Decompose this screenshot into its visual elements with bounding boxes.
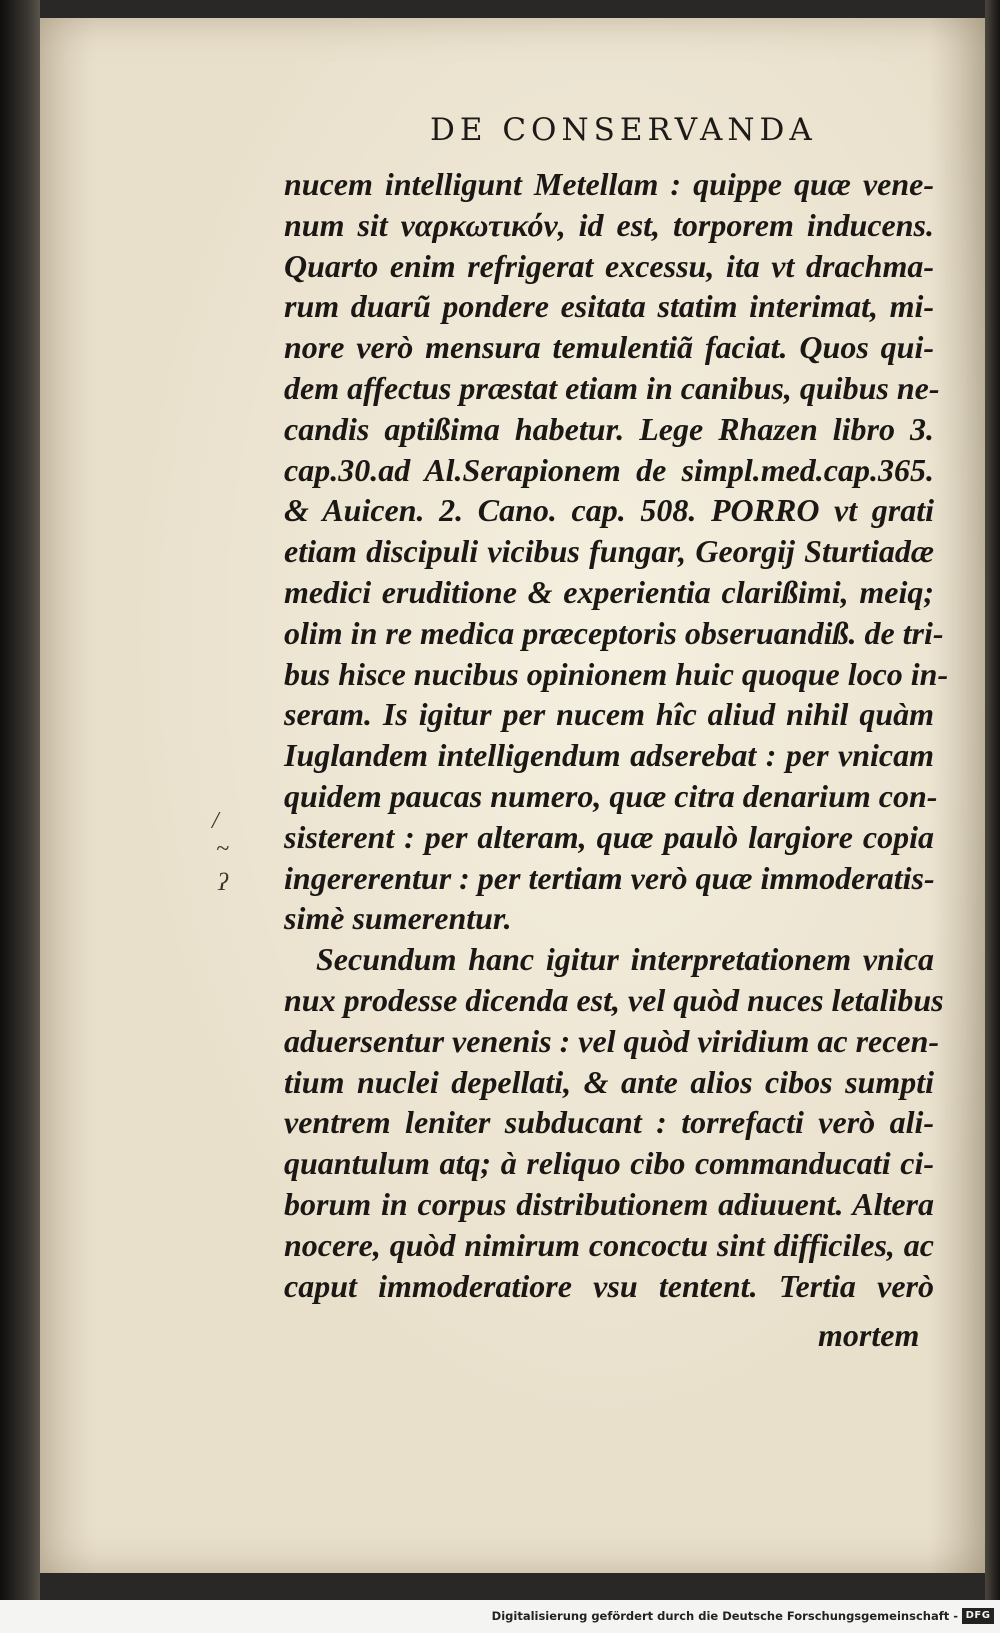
margin-mark: / [212, 808, 219, 834]
footer-credit: Digitalisierung gefördert durch die Deutsche Forschungsgemeinschaft - [491, 1609, 958, 1623]
text-line: dem affectus præstat etiam in canibus, quibus ne- [284, 369, 940, 406]
text-line: rum duarũ pondere esitata statim interimat, mi- [284, 288, 934, 325]
text-line: olim in re medica præceptoris obseruandiß. de tri- [284, 614, 944, 651]
book-binding-edge [0, 0, 40, 1600]
running-title: DE CONSERVANDA [430, 112, 817, 148]
text-line: etiam discipuli vicibus fungar, Georgij Sturtiadæ [284, 533, 934, 570]
text-line: caput immoderatiore vsu tentent. Tertia verò [284, 1267, 934, 1304]
text-line: nocere, quòd nimirum concoctu sint difficiles, ac [284, 1226, 934, 1263]
text-line: num sit ναρκωτικόν, id est, torporem inducens. [284, 206, 934, 243]
dfg-logo: DFG [962, 1608, 994, 1624]
text-line: cap.30.ad Al.Serapionem de simpl.med.cap.365. [284, 451, 934, 488]
text-line: ventrem leniter subducant : torrefacti verò ali- [284, 1104, 934, 1141]
text-line: Secundum hanc igitur interpretationem vnica [316, 941, 934, 978]
text-line: aduersentur venenis : vel quòd viridium ac recen- [284, 1022, 940, 1059]
text-line: nore verò mensura temulentiã faciat. Quos qui- [284, 329, 934, 366]
text-line: simè sumerentur. [284, 900, 512, 937]
text-line: tium nuclei depellati, & ante alios cibos sumpti [284, 1063, 934, 1100]
digitization-footer [0, 1600, 1000, 1633]
text-line: candis aptißima habetur. Lege Rhazen libro 3. [284, 410, 934, 447]
text-line: nucem intelligunt Metellam : quippe quæ vene- [284, 166, 934, 202]
text-line: ingererentur : per tertiam verò quæ immoderatis- [284, 859, 935, 896]
text-line: borum in corpus distributionem adiuuent. Altera [284, 1185, 934, 1222]
text-line: Quarto enim refrigerat excessu, ita vt drachma- [284, 247, 934, 284]
text-line: quantulum atq; à reliquo cibo commanducati ci- [284, 1145, 934, 1182]
catchword: mortem [818, 1317, 920, 1353]
text-line: bus hisce nucibus opinionem huic quoque loco in- [284, 655, 949, 692]
text-line: Iuglandem intelligendum adserebat : per vnicam [284, 737, 934, 774]
text-line: sisterent : per alteram, quæ paulò largiore copia [284, 818, 934, 855]
text-line: seram. Is igitur per nucem hîc aliud nihil quàm [284, 696, 934, 733]
text-line: & Auicen. 2. Cano. cap. 508. PORRO vt grati [284, 492, 934, 529]
text-line: nux prodesse dicenda est, vel quòd nuces letalibus [284, 981, 944, 1018]
text-line: medici eruditione & experientia clarißimi, meiq; [284, 573, 934, 610]
page-body-text [284, 164, 949, 1306]
margin-mark: ʔ [218, 870, 228, 896]
book-right-edge [985, 0, 1000, 1600]
text-line: quidem paucas numero, quæ citra denarium con- [284, 777, 938, 814]
margin-mark: ~ [216, 836, 229, 862]
